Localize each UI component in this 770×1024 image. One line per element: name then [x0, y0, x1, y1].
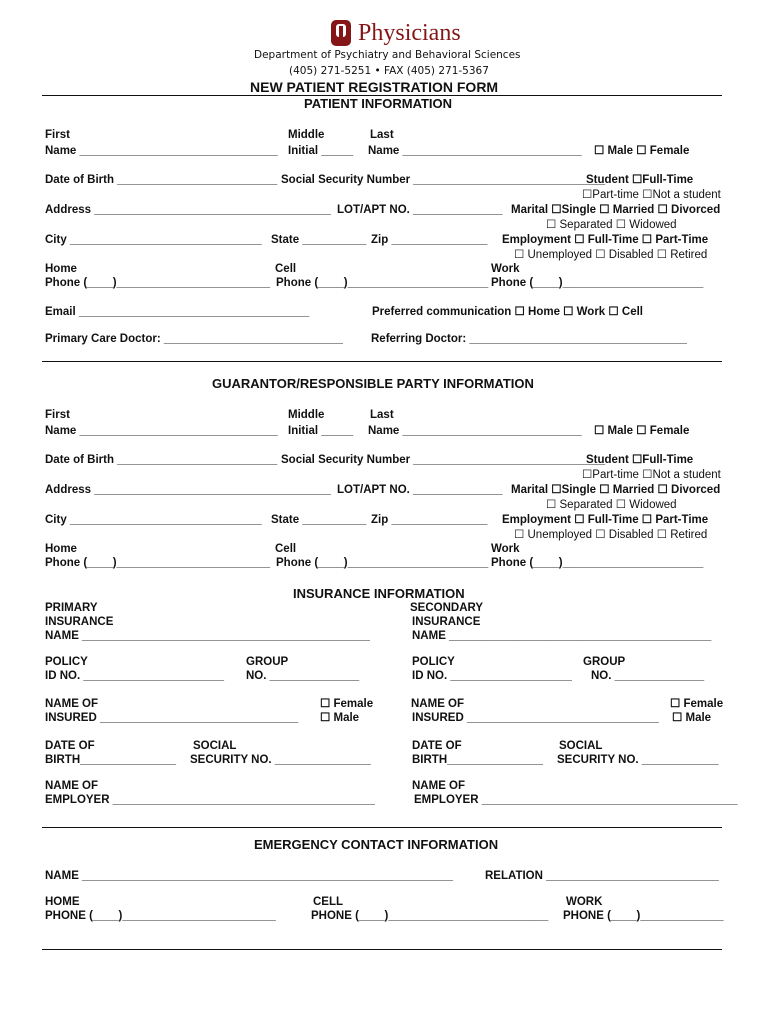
guarantor-city-field[interactable]: City ______________________________ [45, 514, 262, 526]
patient-home-label: Home [45, 263, 77, 275]
primary-insurance-label-1: PRIMARY [45, 602, 98, 614]
emergency-name-field[interactable]: NAME __________________________________________________________ [45, 870, 454, 882]
primary-ssn-label: SOCIAL [193, 740, 237, 752]
guarantor-state-field[interactable]: State __________ [271, 514, 367, 526]
secondary-policy-label: POLICY [412, 656, 455, 668]
patient-marital-checkboxes-2[interactable]: ☐ Separated ☐ Widowed [546, 219, 677, 231]
primary-dob-label: DATE OF [45, 740, 95, 752]
patient-pcp-field[interactable]: Primary Care Doctor: ____________________________ [45, 333, 343, 345]
secondary-ssn-label: SOCIAL [559, 740, 603, 752]
secondary-dob-label: DATE OF [412, 740, 462, 752]
primary-employer-label: NAME OF [45, 780, 99, 792]
guarantor-employment-checkboxes[interactable]: Employment ☐ Full-Time ☐ Part-Time [502, 514, 709, 526]
guarantor-home-phone-field[interactable]: Phone (____)________________________ [45, 557, 271, 569]
ou-logo-icon [330, 18, 352, 48]
section-rule [42, 827, 722, 828]
secondary-insured-name-field[interactable]: INSURED ______________________________ [412, 712, 659, 724]
emergency-cell-phone-field[interactable]: PHONE (____)_________________________ [311, 910, 549, 922]
emergency-section-heading: EMERGENCY CONTACT INFORMATION [254, 837, 499, 852]
guarantor-cell-label: Cell [275, 543, 297, 555]
patient-zip-field[interactable]: Zip _______________ [371, 234, 488, 246]
guarantor-last-name-field[interactable]: Name ____________________________ [368, 425, 582, 437]
patient-cell-phone-field[interactable]: Phone (____)______________________ [276, 277, 489, 289]
guarantor-first-label: First [45, 409, 70, 421]
primary-insured-male-checkbox[interactable]: ☐ Male [320, 712, 360, 724]
primary-group-label: GROUP [246, 656, 289, 668]
patient-cell-label: Cell [275, 263, 297, 275]
guarantor-cell-phone-field[interactable]: Phone (____)______________________ [276, 557, 489, 569]
guarantor-sex-checkboxes[interactable]: ☐ Male ☐ Female [594, 425, 690, 437]
patient-home-phone-field[interactable]: Phone (____)________________________ [45, 277, 271, 289]
patient-student-checkboxes-2[interactable]: ☐Part-time ☐Not a student [582, 189, 721, 201]
patient-address-field[interactable]: Address _____________________________________ [45, 204, 331, 216]
department-name: Department of Psychiatry and Behavioral Sciences [254, 49, 521, 61]
patient-ssn-field[interactable]: Social Security Number ______________________________ [281, 174, 606, 186]
guarantor-work-label: Work [491, 543, 520, 555]
guarantor-work-phone-field[interactable]: Phone (____)______________________ [491, 557, 704, 569]
patient-employment-checkboxes-2[interactable]: ☐ Unemployed ☐ Disabled ☐ Retired [514, 249, 708, 261]
guarantor-first-name-field[interactable]: Name _______________________________ [45, 425, 278, 437]
patient-first-name-field[interactable]: Name _______________________________ [45, 145, 278, 157]
primary-insured-name-field[interactable]: INSURED _______________________________ [45, 712, 299, 724]
emergency-work-label: WORK [566, 896, 603, 908]
insurance-section-heading: INSURANCE INFORMATION [293, 586, 465, 601]
patient-marital-checkboxes[interactable]: Marital ☐Single ☐ Married ☐ Divorced [511, 204, 721, 216]
primary-policy-label: POLICY [45, 656, 88, 668]
secondary-dob-field[interactable]: BIRTH_______________ [412, 754, 544, 766]
primary-insurance-name-field[interactable]: NAME _____________________________________________ [45, 630, 370, 642]
primary-ssn-field[interactable]: SECURITY NO. _______________ [190, 754, 371, 766]
patient-work-label: Work [491, 263, 520, 275]
emergency-relation-field[interactable]: RELATION ___________________________ [485, 870, 719, 882]
section-rule [42, 361, 722, 362]
logo-text: Physicians [358, 20, 461, 46]
secondary-insured-female-checkbox[interactable]: ☐ Female [670, 698, 724, 710]
patient-sex-checkboxes[interactable]: ☐ Male ☐ Female [594, 145, 690, 157]
form-title: NEW PATIENT REGISTRATION FORM [250, 79, 499, 95]
patient-employment-checkboxes[interactable]: Employment ☐ Full-Time ☐ Part-Time [502, 234, 709, 246]
secondary-insurance-label-2: INSURANCE [412, 616, 481, 628]
secondary-ssn-field[interactable]: SECURITY NO. ____________ [557, 754, 719, 766]
guarantor-middle-initial-field[interactable]: Initial _____ [288, 425, 354, 437]
patient-state-field[interactable]: State __________ [271, 234, 367, 246]
secondary-insurance-label-1: SECONDARY [410, 602, 484, 614]
primary-insured-female-checkbox[interactable]: ☐ Female [320, 698, 374, 710]
guarantor-dob-field[interactable]: Date of Birth _________________________ [45, 454, 278, 466]
guarantor-zip-field[interactable]: Zip _______________ [371, 514, 488, 526]
guarantor-marital-checkboxes-2[interactable]: ☐ Separated ☐ Widowed [546, 499, 677, 511]
emergency-home-phone-field[interactable]: PHONE (____)________________________ [45, 910, 276, 922]
guarantor-employment-checkboxes-2[interactable]: ☐ Unemployed ☐ Disabled ☐ Retired [514, 529, 708, 541]
patient-preferred-communication[interactable]: Preferred communication ☐ Home ☐ Work ☐ Cell [372, 306, 643, 318]
secondary-group-no-field[interactable]: NO. ______________ [591, 670, 705, 682]
guarantor-home-label: Home [45, 543, 77, 555]
guarantor-lot-apt-field[interactable]: LOT/APT NO. ______________ [337, 484, 503, 496]
primary-insurance-label-2: INSURANCE [45, 616, 114, 628]
secondary-insured-male-checkbox[interactable]: ☐ Male [672, 712, 712, 724]
guarantor-address-field[interactable]: Address _____________________________________ [45, 484, 331, 496]
guarantor-student-checkboxes[interactable]: Student ☐Full-Time [586, 454, 694, 466]
primary-insured-label: NAME OF [45, 698, 99, 710]
patient-middle-label: Middle [288, 129, 325, 141]
guarantor-student-checkboxes-2[interactable]: ☐Part-time ☐Not a student [582, 469, 721, 481]
patient-dob-field[interactable]: Date of Birth _________________________ [45, 174, 278, 186]
patient-last-label: Last [370, 129, 394, 141]
secondary-employer-label: NAME OF [412, 780, 466, 792]
patient-referring-doctor-field[interactable]: Referring Doctor: __________________________________ [371, 333, 687, 345]
primary-group-no-field[interactable]: NO. ______________ [246, 670, 360, 682]
patient-city-field[interactable]: City ______________________________ [45, 234, 262, 246]
emergency-cell-label: CELL [313, 896, 344, 908]
primary-employer-field[interactable]: EMPLOYER _________________________________________ [45, 794, 375, 806]
patient-student-checkboxes[interactable]: Student ☐Full-Time [586, 174, 694, 186]
patient-lot-apt-field[interactable]: LOT/APT NO. ______________ [337, 204, 503, 216]
guarantor-ssn-field[interactable]: Social Security Number ______________________________ [281, 454, 606, 466]
secondary-insured-label: NAME OF [411, 698, 465, 710]
department-contact: (405) 271-5251 • FAX (405) 271-5367 [289, 65, 489, 77]
secondary-insurance-name-field[interactable]: NAME _________________________________________ [412, 630, 712, 642]
patient-last-name-field[interactable]: Name ____________________________ [368, 145, 582, 157]
guarantor-section-heading: GUARANTOR/RESPONSIBLE PARTY INFORMATION [212, 376, 534, 391]
guarantor-middle-label: Middle [288, 409, 325, 421]
patient-email-field[interactable]: Email ____________________________________ [45, 306, 310, 318]
secondary-policy-id-field[interactable]: ID NO. ___________________ [412, 670, 572, 682]
guarantor-last-label: Last [370, 409, 394, 421]
guarantor-marital-checkboxes[interactable]: Marital ☐Single ☐ Married ☐ Divorced [511, 484, 721, 496]
primary-dob-field[interactable]: BIRTH_______________ [45, 754, 177, 766]
secondary-group-label: GROUP [583, 656, 626, 668]
patient-first-label: First [45, 129, 70, 141]
primary-policy-id-field[interactable]: ID NO. ______________________ [45, 670, 225, 682]
emergency-home-label: HOME [45, 896, 80, 908]
secondary-employer-field[interactable]: EMPLOYER ________________________________________ [414, 794, 738, 806]
emergency-work-phone-field[interactable]: PHONE (____)_____________ [563, 910, 724, 922]
patient-work-phone-field[interactable]: Phone (____)______________________ [491, 277, 704, 289]
footer-rule [42, 949, 722, 950]
patient-middle-initial-field[interactable]: Initial _____ [288, 145, 354, 157]
patient-section-heading: PATIENT INFORMATION [304, 96, 453, 111]
